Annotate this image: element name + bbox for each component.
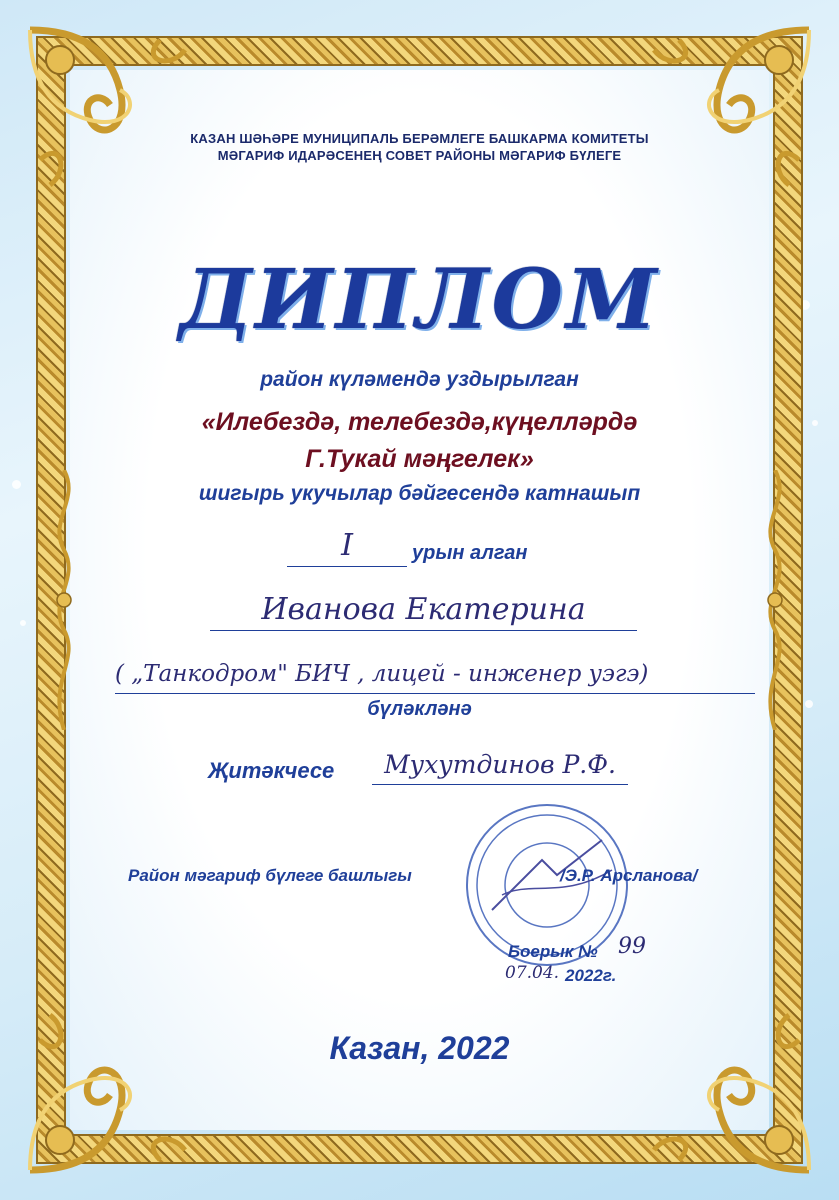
header-line-1: КАЗАН ШӘҺӘРЕ МУНИЦИПАЛЬ БЕРӘМЛЕГЕ БАШКАРМА КОМИТЕТЫ	[190, 131, 649, 146]
sparkle-decoration	[20, 620, 26, 626]
place-label: урын алган	[412, 542, 528, 564]
event-name-line-2: Г.Тукай мәңгелек»	[305, 445, 534, 473]
event-name-line-1: «Илебездә, телебездә,күңелләрдә	[201, 408, 638, 436]
diploma-title: ДИПЛОМ	[179, 252, 660, 348]
corner-ornament-icon	[639, 1000, 819, 1180]
order-year: 2022г.	[565, 966, 617, 985]
mentor-label: Җитәкчесе	[208, 758, 335, 783]
participant-name: Иванова Екатерина	[210, 592, 637, 631]
order-date: 07.04.	[505, 963, 560, 983]
order-number: 99	[618, 934, 646, 959]
corner-ornament-icon	[20, 1000, 200, 1180]
header-line-2: МӘГАРИФ ИДАРӘСЕНЕҢ СОВЕТ РАЙОНЫ МӘГАРИФ БҮЛЕГЕ	[217, 148, 622, 163]
side-ornament-icon	[757, 470, 793, 730]
side-ornament-icon	[46, 470, 82, 730]
signature-name: /Э.Р. Арсланова/	[560, 866, 698, 885]
awarded-label: бүләкләнә	[367, 698, 472, 720]
city-year: Казан, 2022	[329, 1030, 510, 1066]
corner-ornament-icon	[20, 20, 200, 200]
order-label: Боерык №	[508, 942, 598, 961]
corner-ornament-icon	[639, 20, 819, 200]
body-line-1: район күләмендә уздырылган	[260, 368, 579, 391]
signature-position: Район мәгариф бүлеге башлыгы	[128, 866, 412, 885]
body-line-4: шигырь укучылар бәйгесендә катнашып	[198, 482, 641, 505]
place-value: I	[287, 530, 407, 567]
mentor-name: Мухутдинов Р.Ф.	[372, 748, 628, 785]
school-name: ( „Танкодром" БИЧ , лицей - инженер уэгэ)	[115, 657, 755, 694]
